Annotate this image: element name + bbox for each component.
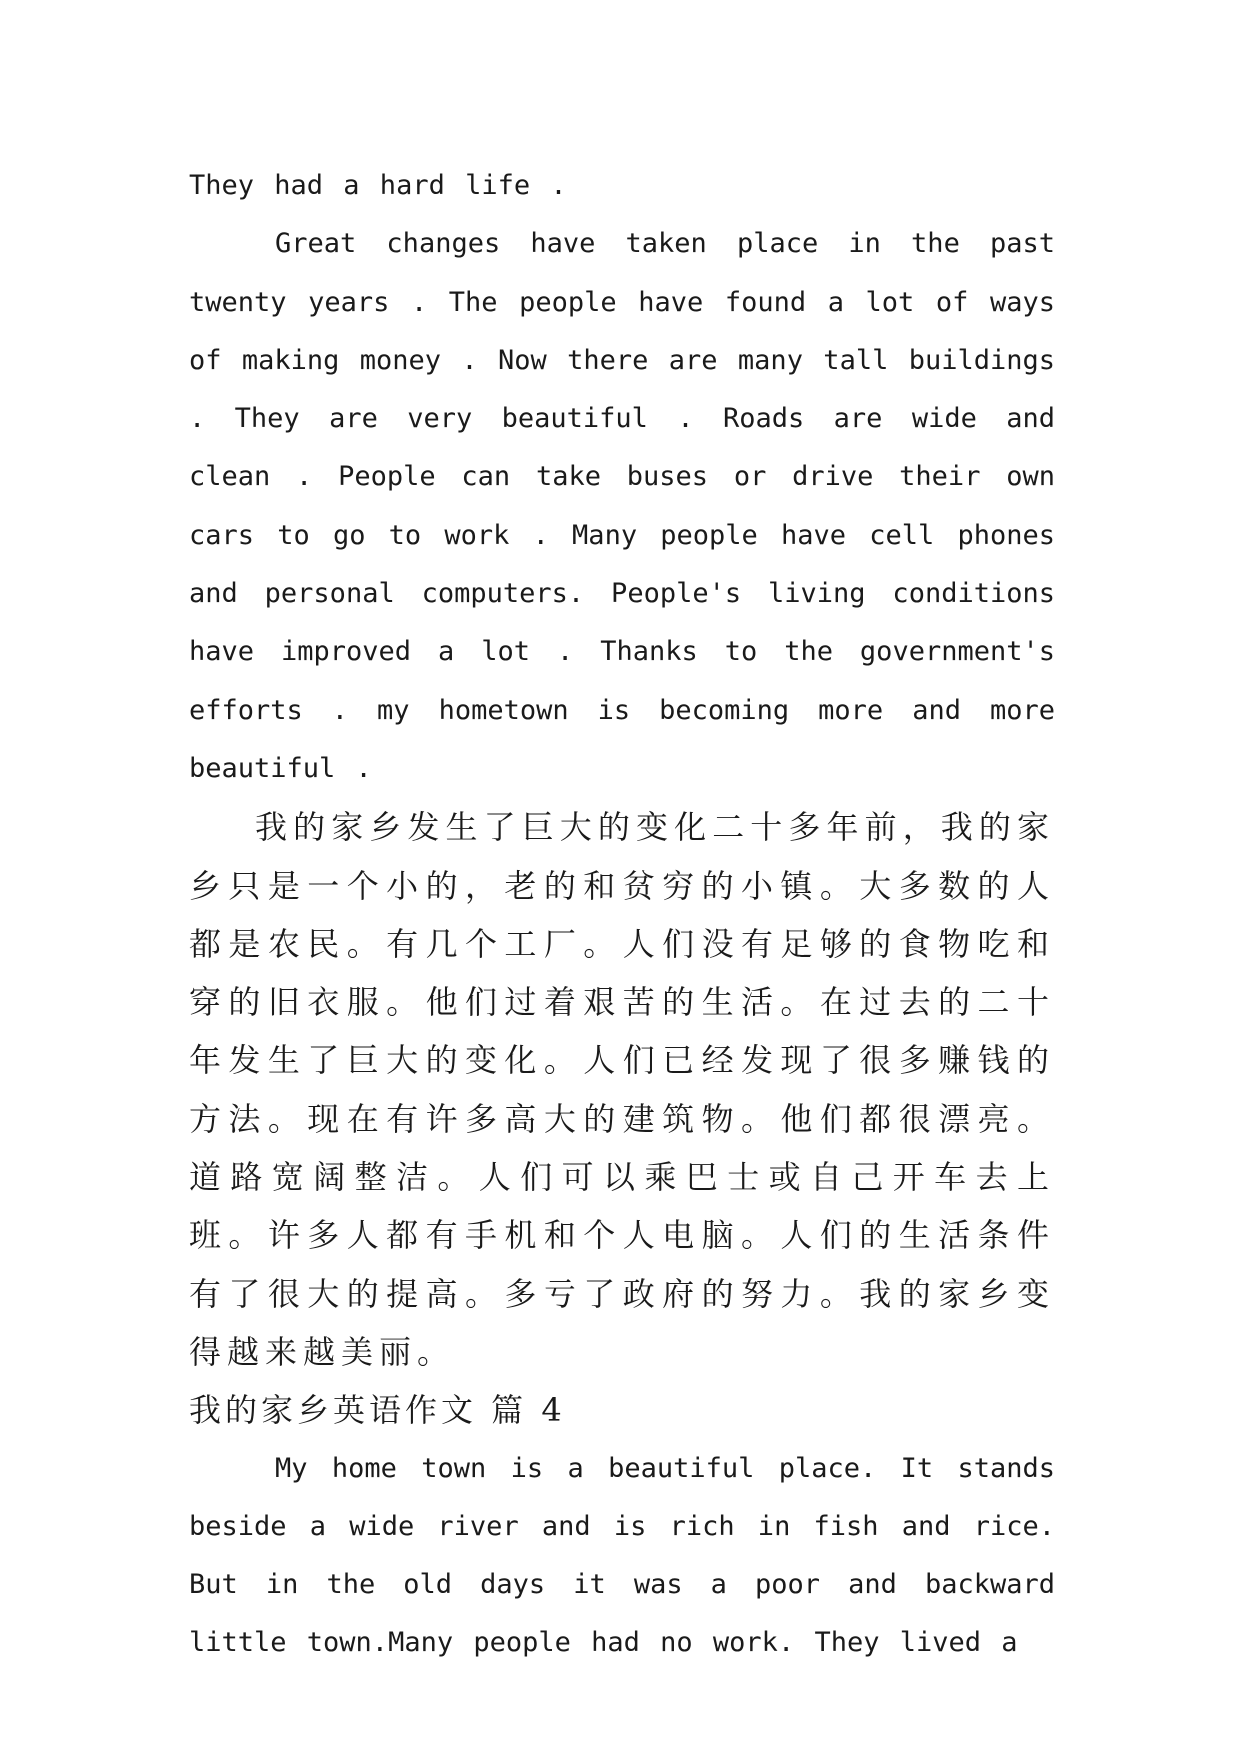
paragraph-my-home-town: My home town is a beautiful place. It stands beside a wide river and is rich in fish and rice. But in the old days it was a poor and backward little town.Many people had no work. They lived a: [189, 1452, 1055, 1659]
paragraph-chinese-translation: 我的家乡发生了巨大的变化二十多年前，我的家乡只是一个小的，老的和贫穷的小镇。大多数的人都是农民。有几个工厂。人们没有足够的食物吃和穿的旧衣服。他们过着艰苦的生活。在过去的二十年发生了巨大的变化。人们已经发现了很多赚钱的方法。现在有许多高大的建筑物。他们都很漂亮。道路宽阔整洁。人们可以乘巴士或自己开车去上班。许多人都有手机和个人电脑。人们的生活条件有了很大的提高。多亏了政府的努力。我的家乡变得越来越美丽。: [189, 808, 1055, 1371]
paragraph-hard-life: They had a hard life .: [189, 170, 567, 201]
section-heading: 我的家乡英语作文 篇 4: [189, 1391, 566, 1430]
document-body: [189, 157, 1055, 1673]
paragraph-great-changes: Great changes have taken place in the past twenty years . The people have found a lot of ways of making money . Now there are many tall buildings . They are very beautiful . Roads are wide and clean . People can take buses or drive their own cars to go to work . Many people have cell phones and personal computers. People's living conditions have improved a lot . Thanks to the government's efforts . my hometown is becoming more and more beautiful .: [189, 228, 1055, 784]
